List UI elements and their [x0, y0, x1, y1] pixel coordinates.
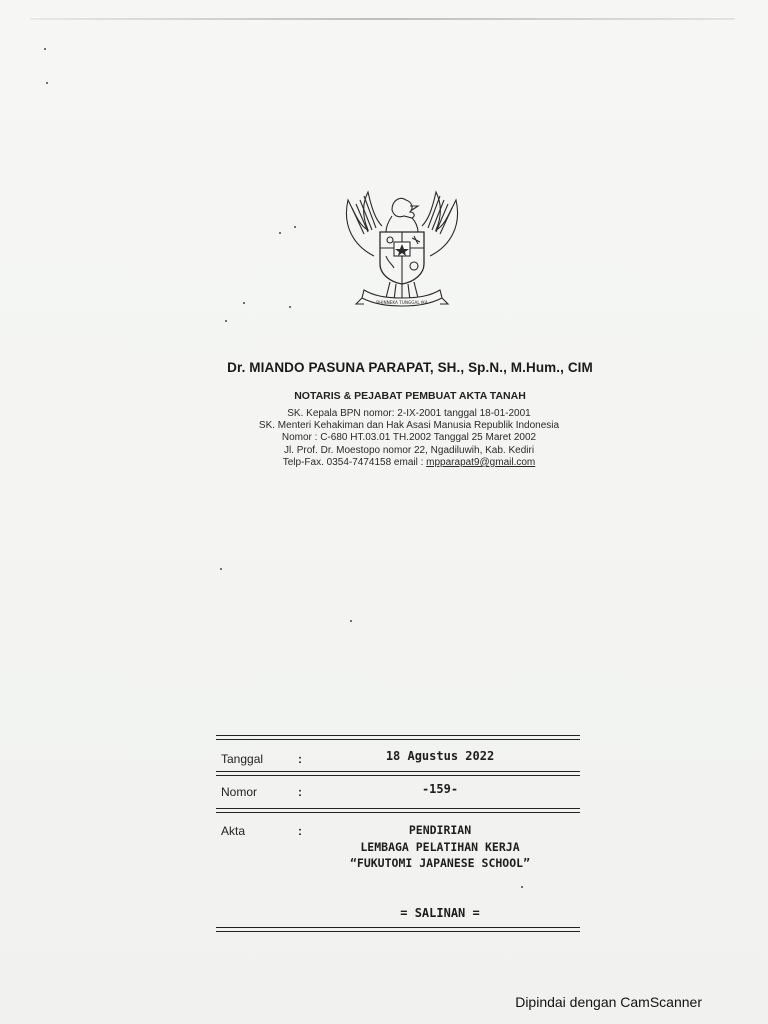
garuda-emblem-icon — [334, 186, 470, 318]
deed-title-line: “FUKUTOMI JAPANESE SCHOOL” — [349, 856, 530, 870]
scan-speck — [44, 48, 46, 50]
double-rule — [216, 927, 580, 932]
scan-speck — [279, 232, 281, 234]
scanner-watermark: Dipindai dengan CamScanner — [515, 994, 702, 1010]
page-top-edge — [30, 18, 735, 20]
date-colon: : — [298, 752, 302, 766]
deed-colon: : — [298, 824, 302, 838]
double-rule — [216, 808, 580, 813]
number-label: Nomor — [221, 785, 258, 799]
scan-speck — [294, 226, 296, 228]
double-rule — [216, 771, 580, 776]
scan-speck — [350, 620, 352, 622]
contact-prefix: Telp-Fax. 0354-7474158 email : — [282, 456, 427, 468]
deed-title-line: PENDIRIAN — [408, 823, 472, 837]
deed-label: Akta — [221, 824, 246, 838]
credential-line: Jl. Prof. Dr. Moestopo nomor 22, Ngadiluwih, Kab. Kediri — [283, 444, 535, 456]
contact-line — [25, 457, 768, 469]
double-rule — [216, 735, 580, 740]
credential-line: SK. Menteri Kehakiman dan Hak Asasi Manusia Republik Indonesia — [258, 420, 560, 432]
scan-speck — [46, 82, 48, 84]
date-label: Tanggal — [221, 752, 264, 766]
credentials-block — [25, 408, 768, 469]
scan-speck — [289, 306, 291, 308]
deed-title — [300, 822, 580, 872]
credential-line: Nomor : C-680 HT.03.01 TH.2002 Tanggal 25 Maret 2002 — [281, 432, 537, 444]
number-value: -159- — [421, 782, 459, 796]
deed-title-line: LEMBAGA PELATIHAN KERJA — [360, 839, 520, 854]
date-value: 18 Agustus 2022 — [385, 749, 495, 763]
scan-speck — [225, 320, 227, 322]
notary-title: NOTARIS & PEJABAT PEMBUAT AKTA TANAH — [294, 390, 526, 402]
number-colon: : — [298, 785, 302, 799]
copy-label: = SALINAN = — [400, 906, 480, 920]
scan-speck — [521, 886, 523, 888]
emblem-motto: BHINNEKA TUNGGAL IKA — [376, 300, 428, 305]
credential-line: SK. Kepala BPN nomor: 2-IX-2001 tanggal 18-01-2001 — [287, 408, 531, 419]
notary-name: Dr. MIANDO PASUNA PARAPAT, SH., Sp.N., M.Hum., CIM — [227, 360, 593, 375]
scan-speck — [220, 568, 222, 570]
email-link[interactable]: mpparapat9@gmail.com — [426, 456, 536, 468]
scan-speck — [243, 302, 245, 304]
